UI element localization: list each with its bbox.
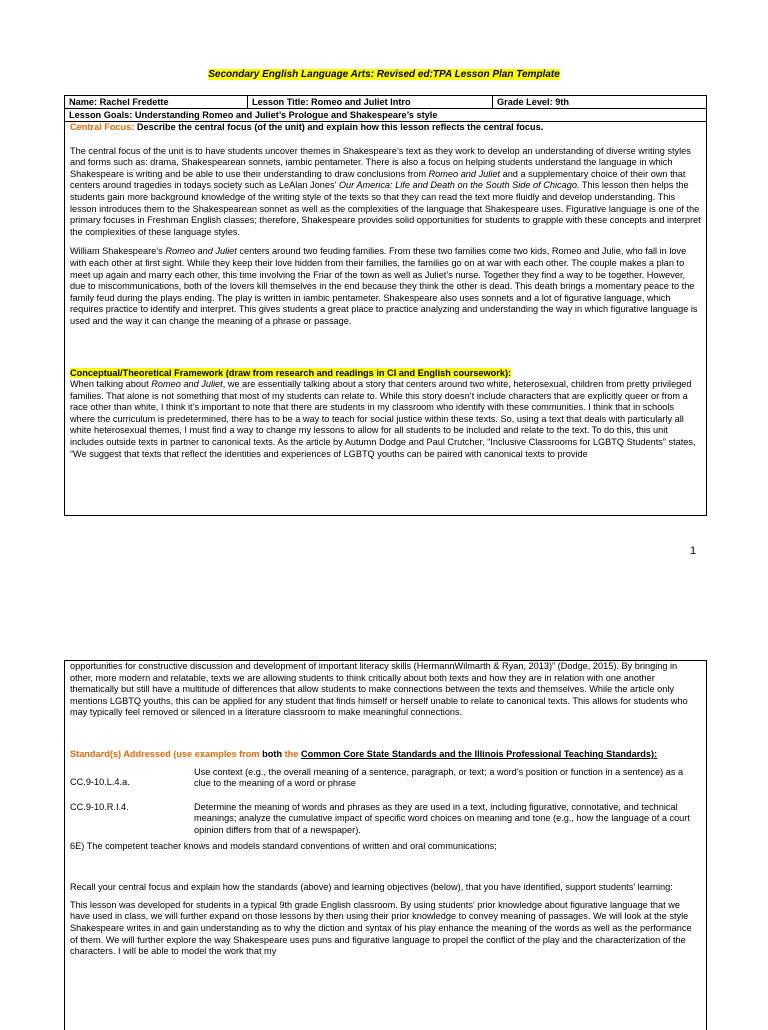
page2-content <box>65 661 706 958</box>
central-focus-paragraph-2: William Shakespeare’s Romeo and Juliet centers around two feuding families. From these two families come two kids, Romeo and Julie, who fall in love with each other at first sight. While they keep their love hidden from their families, the families go on at war with each other. The couple makes a plan to meet up again and marry each other, this time involving the Friar of the town as well as Juliet’s nurse. Together they find a way to be together. However, due to miscommunications, both of the lovers kill themselves in the end because they think the other is dead. This death brings a momentary peace to the family feud during the plays ending. The play is written in iambic pentameter. Shakespeare also uses sonnets and a lot of figurative language, which requires practice to identify and interpret. This gives students a great place to practice analyzing and understanding the way in which figurative language is used and the way it can change the meaning of a phrase or passage. <box>70 246 698 326</box>
central-focus-paragraph-1: The central focus of the unit is to have students uncover themes in Shakespeare’s text as they work to develop an understanding of diverse writing styles and forms such as: drama, Shakespearean sonnets, iambic pentameter. There is also a focus on helping students understand the language in which Shakespeare is writing and be able to use their understanding to draw conclusions from Romeo and Juliet and a supplementary choice of their own that centers around tragedies in todays society such as LeAlan Jones’ Our America: Life and Death on the South Side of Chicago. This lesson then helps the students gain more background knowledge of the writing style of the texts so that they can read the text more fluidly and develop understanding. This lesson introduces them to the Shakespearean sonnet as well as the complexities of the language that Shakespeare uses. Figurative language is one of the primary focuses in Freshman English classes; therefore, Shakespeare provides solid opportunities for students to grapple with these concepts and interpret the complexities of these language styles. <box>70 145 701 237</box>
central-focus-section <box>65 122 706 460</box>
framework-heading: Conceptual/Theoretical Framework (draw from research and readings in CI and English coursework): <box>70 367 512 378</box>
lesson-plan-table-page2 <box>64 660 707 1030</box>
lesson-title: Lesson Title: Romeo and Juliet Intro <box>248 96 493 108</box>
teacher-name: Name: Rachel Fredette <box>65 96 248 108</box>
central-focus-prompt: Describe the central focus (of the unit) and explain how this lesson reflects the central focus. <box>134 122 544 132</box>
goals-row <box>65 109 706 122</box>
lesson-plan-table-page1 <box>64 95 707 516</box>
lesson-goals: Lesson Goals: Understanding Romeo and Juliet’s Prologue and Shakespeare’s style <box>69 110 438 120</box>
page-number: 1 <box>690 545 697 557</box>
standard-code: CC.9-10.R.I.4. <box>70 801 129 812</box>
framework-paragraph-2: opportunities for constructive discussion and development of important literacy skills (HermannWilmarth & Ryan, 2013)” (Dodge, 2015). By bringing in other, more modern and relatable, texts we are allowing students to think critically about both texts and how they are in relation with one another thematically but still have a multitude of differences that allow students to make connections between the texts and themselves. While the article only mentions LGBTQ youths, this can be applied for any student that finds himself or herself unable to relate to canonical texts. This allows for students who may typically feel removed or silenced in a literature classroom to make meaningful connections. <box>70 661 688 718</box>
standard-item <box>70 802 701 837</box>
standard-code: CC.9-10.L.4.a. <box>70 776 130 787</box>
framework-paragraph-1: When talking about Romeo and Juliet, we are essentially talking about a story that centers around two white, heterosexual, children from pretty privileged families. That alone is not something that most of my students can relate to. While this story doesn’t include characters that are explicitly queer or from a race other than white, I think it’s important to note that there are students in my classroom who identify with these communities. I think that in schools where the curriculum is predetermined, there has to be a way to teach for social justice within these texts. So, using a text that deals with particularly all white heterosexual themes, I must find a way to change my lessons to allow for all students to be included and relate to the text. To do this, this unit includes outside texts in partner to canonical texts. As the article by Autumn Dodge and Paul Crutcher, “Inclusive Classrooms for LGBTQ Students” states, “We suggest that texts that reflect the identities and experiences of LGBTQ youths can be paired with canonical texts to provide <box>70 379 696 459</box>
document-title: Secondary English Language Arts: Revised ed:TPA Lesson Plan Template <box>208 69 560 80</box>
recall-prompt: Recall your central focus and explain how the standards (above) and learning objectives (below), that you have identified, support students’ learning: <box>70 882 673 893</box>
standard-description: Determine the meaning of words and phrases as they are used in a text, including figurative, connotative, and technical meanings; analyze the cumulative impact of specific word choices on meaning and tone (e.g., how the language of a court opinion differs from that of a newspaper). <box>194 801 690 835</box>
standards-heading: Standard(s) Addressed (use examples from both the Common Core State Standards and the Illinois Professional Teaching Standards): <box>70 748 658 759</box>
recall-paragraph: This lesson was developed for students in a typical 9th grade English classroom. By using students’ prior knowledge about figurative language that we have used in class, we will further expand on those lessons by then using their prior knowledge to convey meaning of passages. We will look at the style Shakespeare writes in and gain understanding as to why the diction and syntax of his play enhance the meaning of the words as well as the performance of them. We will further explore the way Shakespeare uses puns and figurative language to propel the conflict of the play and the characterization of the characters. I will be able to model the work that my <box>70 899 692 957</box>
grade-level: Grade Level: 9th <box>497 97 569 107</box>
central-focus-label: Central Focus: <box>70 122 135 132</box>
header-row <box>65 96 706 109</box>
ipts-standard: 6E) The competent teacher knows and models standard conventions of written and oral communications; <box>70 840 497 851</box>
standard-description: Use context (e.g., the overall meaning of a sentence, paragraph, or text; a word’s position or function in a sentence) as a clue to the meaning of a word or phrase <box>194 766 684 789</box>
standard-item <box>70 767 701 790</box>
